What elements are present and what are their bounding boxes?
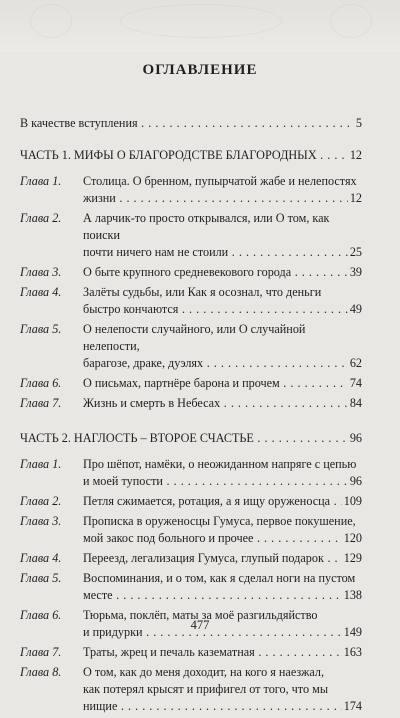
page-header-strip xyxy=(0,0,400,52)
chapter-title-line: Тюрьма, поклёп, маты за моё разгильдяйство xyxy=(83,608,318,622)
chapter-page: 129 xyxy=(343,551,362,565)
chapter-page: 163 xyxy=(343,645,362,659)
chapter-page: 149 xyxy=(343,625,362,639)
toc-chapter-entry[interactable] xyxy=(20,570,362,604)
chapter-title-line: Столица. О бренном, пупырчатой жабе и нелепостях xyxy=(83,174,357,188)
chapter-title-line: О том, как до меня доходит, на кого я наезжал, xyxy=(83,665,325,679)
header-ornament-left xyxy=(30,4,72,38)
chapter-label: Глава 3. xyxy=(20,514,62,528)
chapter-page: 174 xyxy=(343,699,362,713)
chapter-label: Глава 4. xyxy=(20,285,62,299)
chapter-title-line: О быте крупного средневекового города . . . xyxy=(83,264,348,281)
toc-chapter-entry[interactable] xyxy=(20,284,362,318)
chapter-title-line: месте . . . xyxy=(83,587,342,604)
chapter-page: 84 xyxy=(349,396,362,410)
chapter-label: Глава 7. xyxy=(20,645,62,659)
toc-part-2[interactable] xyxy=(20,430,362,447)
chapter-label: Глава 3. xyxy=(20,265,62,279)
toc-chapter-entry[interactable] xyxy=(20,395,362,412)
toc-part-1[interactable] xyxy=(20,147,362,164)
chapter-title-line: Жизнь и смерть в Небесах . . . xyxy=(83,395,348,412)
chapter-label: Глава 6. xyxy=(20,608,62,622)
chapter-title-line: Залёты судьбы, или Как я осознал, что деньги xyxy=(83,285,322,299)
chapter-label: Глава 1. xyxy=(20,174,62,188)
chapter-title-line: А ларчик-то просто открывался, или О том, как поиски xyxy=(83,211,330,242)
chapter-title-line: и придурки . . . xyxy=(83,624,342,641)
chapter-page: 39 xyxy=(349,265,362,279)
chapter-label: Глава 2. xyxy=(20,494,62,508)
chapter-page: 138 xyxy=(343,588,362,602)
chapter-label: Глава 6. xyxy=(20,376,62,390)
chapter-title-line: Прописка в оруженосцы Гумуса, первое покушение, xyxy=(83,514,356,528)
toc-chapter-entry[interactable] xyxy=(20,456,362,490)
page-number: 477 xyxy=(190,618,210,632)
toc-part-1-title: ЧАСТЬ 1. МИФЫ О БЛАГОРОДСТВЕ БЛАГОРОДНЫХ . . . xyxy=(20,147,348,164)
chapter-title-line: Петля сжимается, ротация, а я ищу оруженосца . . . xyxy=(83,493,342,510)
chapter-page: 62 xyxy=(349,356,362,370)
chapter-label: Глава 2. xyxy=(20,211,62,225)
chapter-title-line: О нелепости случайного, или О случайной нелепости, xyxy=(83,322,306,353)
toc-part-2-title: ЧАСТЬ 2. НАГЛОСТЬ – ВТОРОЕ СЧАСТЬЕ . . . xyxy=(20,430,348,447)
chapter-page: 74 xyxy=(349,376,362,390)
toc-chapter-entry[interactable] xyxy=(20,210,362,261)
toc-intro[interactable] xyxy=(20,115,362,132)
toc-chapter-entry[interactable] xyxy=(20,264,362,281)
toc-intro-text: В качестве вступления . . . xyxy=(20,115,354,132)
chapter-title-line: и моей тупости . . . xyxy=(83,473,348,490)
chapter-title-line: как потерял крысят и прифигел от того, что мы xyxy=(83,682,329,696)
chapter-title-line: барагозе, драке, дуэлях . . . xyxy=(83,355,348,372)
toc-intro-page: 5 xyxy=(355,116,362,130)
toc-part-1-page: 12 xyxy=(349,148,362,162)
toc-chapter-entry[interactable] xyxy=(20,173,362,207)
toc-chapter-entry[interactable] xyxy=(20,321,362,372)
chapter-title-line: почти ничего нам не стоили . . . xyxy=(83,244,348,261)
toc-chapter-entry[interactable] xyxy=(20,375,362,392)
chapter-title-line: О письмах, партнёре барона и прочем . . . xyxy=(83,375,348,392)
chapter-label: Глава 5. xyxy=(20,571,62,585)
toc-chapter-entry[interactable] xyxy=(20,550,362,567)
toc-chapter-entry[interactable] xyxy=(20,513,362,547)
chapter-label: Глава 1. xyxy=(20,457,62,471)
chapter-title-line: нищие . . . xyxy=(83,698,342,715)
chapter-title-line: Траты, жрец и печаль казематная . . . xyxy=(83,644,342,661)
chapter-page: 49 xyxy=(349,302,362,316)
chapter-page: 120 xyxy=(343,531,362,545)
chapter-page: 12 xyxy=(349,191,362,205)
chapter-label: Глава 5. xyxy=(20,322,62,336)
toc-chapter-entry[interactable] xyxy=(20,493,362,510)
chapter-title-line: жизни . . . xyxy=(83,190,348,207)
header-ornament-right xyxy=(330,4,372,38)
chapter-title-line: мой закос под больного и прочее . . . xyxy=(83,530,342,547)
chapter-title-line: Переезд, легализация Гумуса, глупый подарок . . . xyxy=(83,550,342,567)
toc-chapter-entry[interactable] xyxy=(20,664,362,715)
header-ornament-center xyxy=(120,4,282,38)
chapter-label: Глава 8. xyxy=(20,665,62,679)
page-title: ОГЛАВЛЕНИЕ xyxy=(142,62,258,78)
chapter-page: 109 xyxy=(343,494,362,508)
chapter-page: 96 xyxy=(349,474,362,488)
chapter-title-line: Воспоминания, и о том, как я сделал ноги на пустом xyxy=(83,571,356,585)
chapter-title-line: Про шёпот, намёки, о неожиданном напряге с цепью xyxy=(83,457,357,471)
chapter-label: Глава 4. xyxy=(20,551,62,565)
part-1-chapter-list xyxy=(20,173,362,412)
toc-chapter-entry[interactable] xyxy=(20,644,362,661)
toc-part-2-page: 96 xyxy=(349,431,362,445)
chapter-title-line: быстро кончаются . . . xyxy=(83,301,348,318)
part-2-chapter-list xyxy=(20,456,362,715)
chapter-label: Глава 7. xyxy=(20,396,62,410)
chapter-page: 25 xyxy=(349,245,362,259)
